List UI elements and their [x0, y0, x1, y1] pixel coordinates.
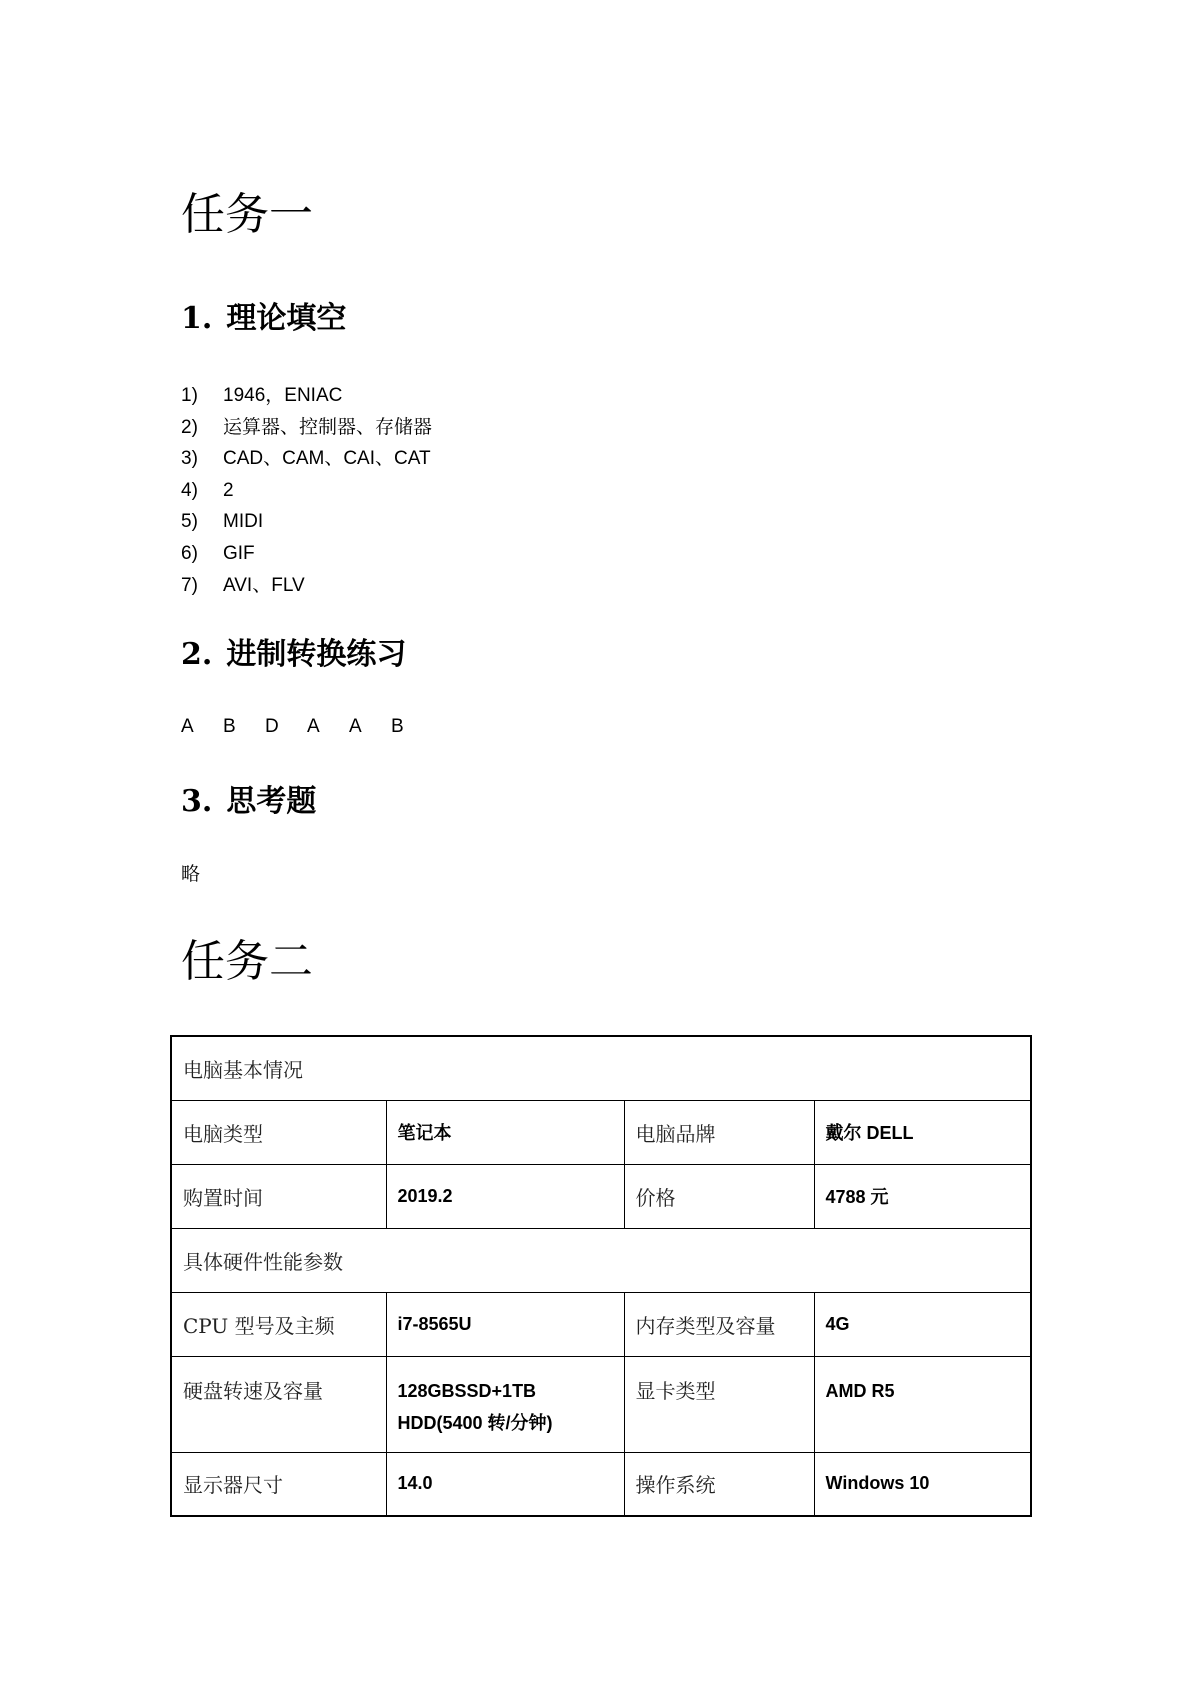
- cpu-label: CPU 型号及主频: [171, 1292, 386, 1356]
- table-row: [171, 1228, 1031, 1292]
- gpu-label: 显卡类型: [624, 1356, 814, 1452]
- fill-in-answers-list: [181, 380, 432, 601]
- memory-label: 内存类型及容量: [624, 1292, 814, 1356]
- section2-number: 2.: [181, 637, 213, 672]
- list-item: 2) 运算器、控制器、存储器: [181, 415, 433, 438]
- list-item: 6) GIF: [181, 542, 255, 564]
- disk-value-line2: HDD(5400 转/分钟): [397, 1412, 553, 1433]
- section2-title: 进制转换练习: [226, 637, 407, 672]
- task1-title: 任务一: [181, 189, 313, 240]
- answer-item: A: [307, 716, 320, 737]
- disk-value-line1: 128GBSSD+1TB: [397, 1380, 537, 1401]
- list-item: 7) AVI、FLV: [181, 574, 305, 596]
- section1-number: 1.: [181, 301, 213, 336]
- disk-label: 硬盘转速及容量: [171, 1356, 386, 1452]
- list-item: 4) 2: [181, 479, 234, 501]
- purchase-label: 购置时间: [171, 1164, 386, 1228]
- answer-item: D: [265, 716, 279, 737]
- display-value: 14.0: [386, 1452, 624, 1516]
- memory-value: 4G: [814, 1292, 1031, 1356]
- section2-heading: [181, 637, 407, 672]
- task2-title: 任务二: [181, 936, 313, 987]
- section3-heading: [181, 784, 317, 819]
- table-row: [171, 1036, 1031, 1100]
- os-value: Windows 10: [814, 1452, 1031, 1516]
- conversion-answers: [181, 715, 433, 739]
- table-row: [171, 1292, 1031, 1356]
- basic-info-header: 电脑基本情况: [171, 1036, 1031, 1100]
- brand-value: 戴尔 DELL: [814, 1100, 1031, 1164]
- computer-spec-table: [170, 1035, 1032, 1517]
- price-value: 4788 元: [814, 1164, 1031, 1228]
- table-row: [171, 1100, 1031, 1164]
- section3-title: 思考题: [226, 784, 317, 819]
- table-row: [171, 1164, 1031, 1228]
- type-label: 电脑类型: [171, 1100, 386, 1164]
- disk-value: [386, 1356, 624, 1452]
- section1-title: 理论填空: [226, 301, 347, 336]
- answer-item: A: [349, 716, 362, 737]
- hardware-header: 具体硬件性能参数: [171, 1228, 1031, 1292]
- price-label: 价格: [624, 1164, 814, 1228]
- list-item: 1) 1946，ENIAC: [181, 385, 343, 406]
- os-label: 操作系统: [624, 1452, 814, 1516]
- purchase-value: 2019.2: [386, 1164, 624, 1228]
- section1-heading: [181, 301, 347, 336]
- list-item: 5) MIDI: [181, 511, 264, 533]
- cpu-value: i7-8565U: [386, 1292, 624, 1356]
- answer-item: B: [223, 716, 236, 737]
- brand-label: 电脑品牌: [624, 1100, 814, 1164]
- section3-text: 略: [181, 863, 201, 885]
- table-row: [171, 1452, 1031, 1516]
- table-row: [171, 1356, 1031, 1452]
- display-label: 显示器尺寸: [171, 1452, 386, 1516]
- section3-number: 3.: [181, 784, 213, 819]
- gpu-value: AMD R5: [814, 1356, 1031, 1452]
- type-value: 笔记本: [386, 1100, 624, 1164]
- answer-item: A: [181, 716, 194, 737]
- answer-item: B: [391, 716, 404, 737]
- list-item: 3) CAD、CAM、CAI、CAT: [181, 448, 431, 470]
